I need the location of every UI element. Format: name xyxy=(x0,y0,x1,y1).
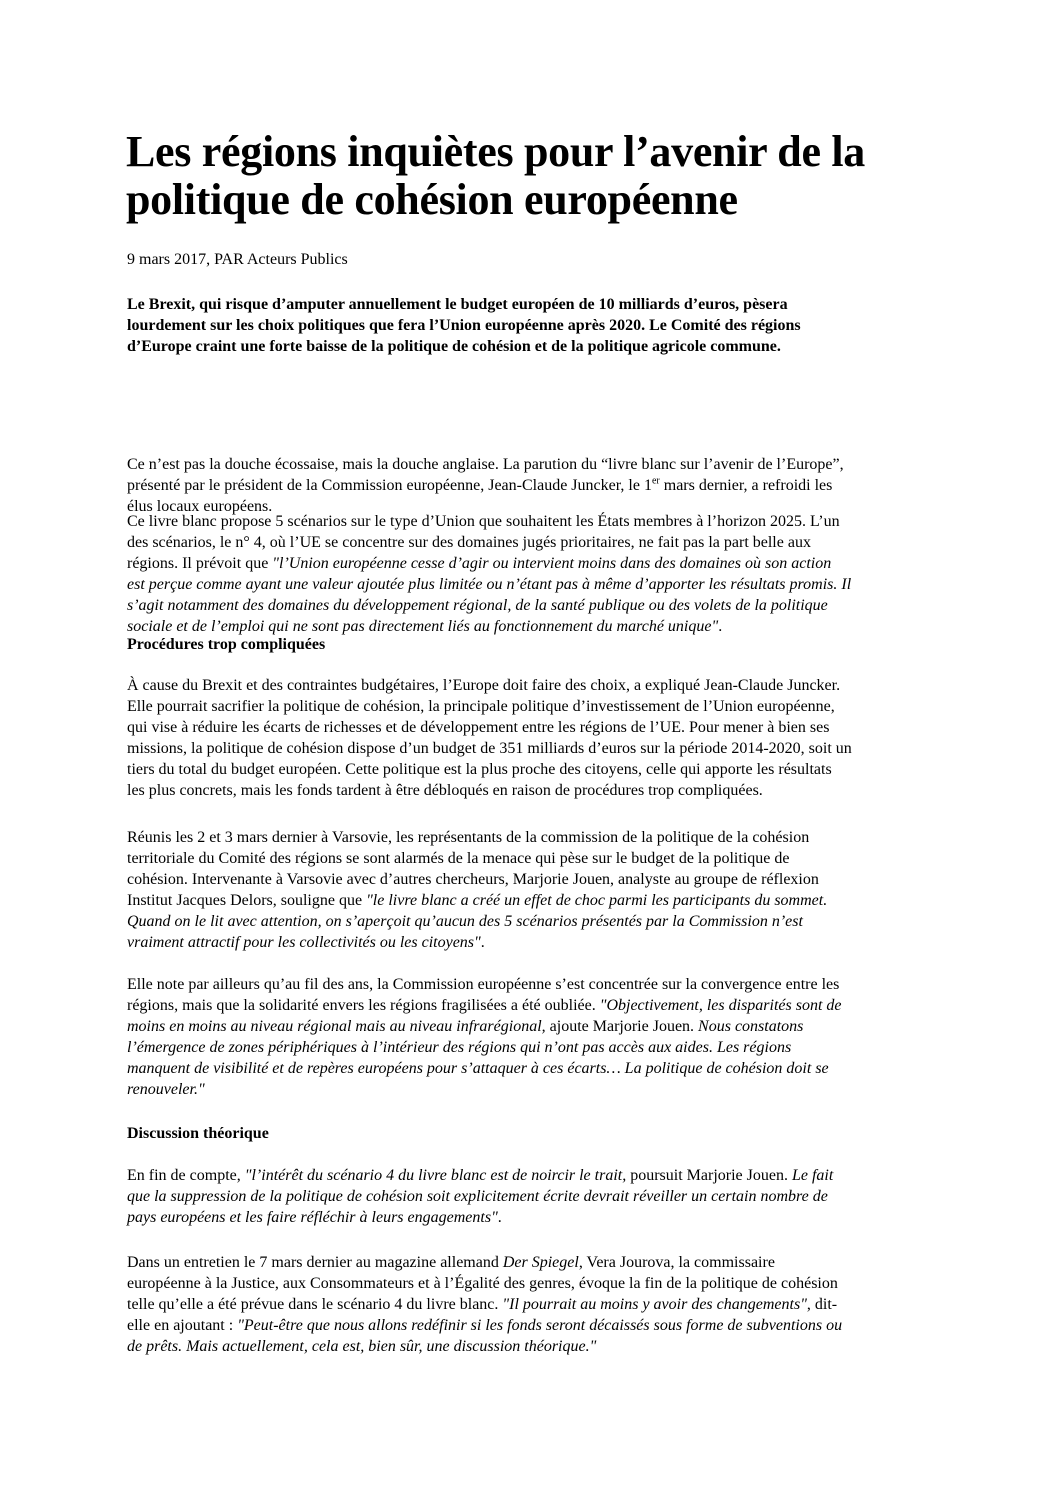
article-paragraph xyxy=(127,1165,833,1228)
text-run: er xyxy=(651,475,660,487)
text-line xyxy=(127,1336,842,1357)
text-line xyxy=(127,294,801,315)
quote-text: Der Spiegel xyxy=(502,1254,579,1271)
quote-text: renouveler." xyxy=(127,1081,205,1098)
text-line xyxy=(127,1123,269,1144)
text-line xyxy=(127,1058,842,1079)
quote-text: "l’intérêt du scénario 4 du livre blanc est de noircir le trait, xyxy=(244,1167,627,1184)
text-line xyxy=(127,717,852,738)
quote-text: "Il pourrait au moins y avoir des changements" xyxy=(502,1296,807,1313)
text-run: cohésion. Intervenante à Varsovie avec d’autres chercheurs, Marjorie Jouen, analyste au groupe de réflexion xyxy=(127,871,819,888)
text-line xyxy=(127,1037,842,1058)
text-run: elle en ajoutant : xyxy=(127,1317,238,1334)
text-run: poursuit Marjorie Jouen. xyxy=(626,1167,792,1184)
article-paragraph xyxy=(127,511,851,637)
text-line xyxy=(127,475,844,496)
text-line xyxy=(127,738,852,759)
text-run: . xyxy=(497,1209,502,1226)
text-line xyxy=(127,1165,833,1186)
quote-text: "le livre blanc a créé un effet de choc parmi les participants du sommet. xyxy=(366,892,828,909)
text-run: qui vise à réduire les écarts de richesses et de développement entre les régions de l’UE. Pour mener à bien ses xyxy=(127,719,830,736)
text-run: les plus concrets, mais les fonds tardent à être débloqués en raison de procédures trop compliquées. xyxy=(127,782,763,799)
text-line xyxy=(127,532,851,553)
text-line xyxy=(127,696,852,717)
text-run: européenne à la Justice, aux Consommateurs et à l’Égalité des genres, évoque la fin de la politique de cohésion xyxy=(127,1275,838,1292)
text-line xyxy=(127,315,801,336)
text-run: régions. Il prévoit que xyxy=(127,555,273,572)
text-line xyxy=(127,336,801,357)
text-run: . xyxy=(480,934,485,951)
text-run: . xyxy=(718,618,723,635)
text-run: élus locaux européens. xyxy=(127,498,273,515)
text-line xyxy=(127,1186,833,1207)
article-paragraph xyxy=(127,827,827,953)
text-line xyxy=(127,1252,842,1273)
text-run: Elle pourrait sacrifier la politique de cohésion, la principale politique d’investissement de l’Union européenne, xyxy=(127,698,835,715)
text-run: missions, la politique de cohésion dispose d’un budget de 351 milliards d’euros sur la période 2014-2020, soit un xyxy=(127,740,852,757)
text-run: Dans un entretien le 7 mars dernier au magazine allemand xyxy=(127,1254,503,1271)
text-line xyxy=(127,1273,842,1294)
article-paragraph xyxy=(127,1252,842,1357)
text-line xyxy=(127,869,827,890)
text-line xyxy=(127,1207,833,1228)
text-line xyxy=(127,1016,842,1037)
text-line xyxy=(127,848,827,869)
text-line xyxy=(127,759,852,780)
quote-text: "l’Union européenne cesse d’agir ou intervient moins dans des domaines où son action xyxy=(272,555,832,572)
section-heading xyxy=(127,634,325,655)
section-heading xyxy=(127,1123,269,1144)
text-run: Elle note par ailleurs qu’au fil des ans, la Commission européenne s’est concentrée sur la convergence entre les xyxy=(127,976,840,993)
quote-text: moins en moins au niveau régional mais au niveau infrarégional, xyxy=(127,1018,546,1035)
text-line xyxy=(127,890,827,911)
quote-text: manquent de visibilité et de repères européens pour s’attaquer à ces écarts… La politique de cohésion doit se xyxy=(127,1060,829,1077)
text-run: Discussion théorique xyxy=(127,1125,269,1142)
text-run: d’Europe craint une forte baisse de la politique de cohésion et de la politique agricole commune. xyxy=(127,338,781,355)
text-run: régions, mais que la solidarité envers les régions fragilisées a été oubliée. xyxy=(127,997,600,1014)
text-line xyxy=(127,780,852,801)
quote-text: sociale et de l’emploi qui ne sont pas directement liés au fonctionnement du marché unique" xyxy=(127,618,719,635)
text-run: À cause du Brexit et des contraintes budgétaires, l’Europe doit faire des choix, a expliqué Jean-Claude Juncker. xyxy=(127,677,841,694)
quote-text: Le fait xyxy=(791,1167,834,1184)
article-lead xyxy=(127,294,801,357)
text-run: Ce livre blanc propose 5 scénarios sur le type d’Union que souhaitent les États membres à l’horizon 2025. L’un xyxy=(127,513,840,530)
text-line xyxy=(127,249,348,270)
text-run: Procédures trop compliquées xyxy=(127,636,326,653)
article-paragraph xyxy=(127,454,844,517)
article-paragraph xyxy=(127,675,852,801)
text-run: , Vera Jourova, la commissaire xyxy=(578,1254,775,1271)
text-line xyxy=(127,911,827,932)
quote-text: pays européens et les faire réfléchir à leurs engagements" xyxy=(127,1209,498,1226)
text-line xyxy=(127,574,851,595)
text-run: ajoute Marjorie Jouen. xyxy=(545,1018,699,1035)
quote-text: que la suppression de la politique de cohésion soit explicitement écrite devrait réveiller un certain nombre de xyxy=(127,1188,828,1205)
text-line xyxy=(127,511,851,532)
text-run: territoriale du Comité des régions se sont alarmés de la menace qui pèse sur le budget de la politique de xyxy=(127,850,790,867)
text-run: des scénarios, le n° 4, où l’UE se concentre sur des domaines jugés prioritaires, ne fait pas la part belle aux xyxy=(127,534,811,551)
quote-text: "Peut-être que nous allons redéfinir si les fonds seront décaissés sous forme de subventions ou xyxy=(237,1317,843,1334)
text-line xyxy=(127,675,852,696)
text-run: telle qu’elle a été prévue dans le scénario 4 du livre blanc. xyxy=(127,1296,503,1313)
text-line xyxy=(127,1294,842,1315)
quote-text: "Objectivement, les disparités sont de xyxy=(599,997,842,1014)
text-run: Le Brexit, qui risque d’amputer annuellement le budget européen de 10 milliards d’euros, pèsera xyxy=(127,296,788,313)
quote-text: s’agit notamment des domaines du développement régional, de la santé publique ou des volets de la politique xyxy=(127,597,828,614)
quote-text: l’émergence de zones périphériques à l’intérieur des régions qui n’ont pas accès aux aides. Les régions xyxy=(127,1039,792,1056)
quote-text: de prêts. Mais actuellement, cela est, bien sûr, une discussion théorique." xyxy=(127,1338,597,1355)
article-title xyxy=(126,128,865,224)
quote-text: Quand on le lit avec attention, on s’aperçoit qu’aucun des 5 scénarios présentés par la Commission n’est xyxy=(127,913,803,930)
text-line xyxy=(127,932,827,953)
text-run: Réunis les 2 et 3 mars dernier à Varsovie, les représentants de la commission de la politique de la cohésion xyxy=(127,829,810,846)
text-run: présenté par le président de la Commission européenne, Jean-Claude Juncker, le 1 xyxy=(127,477,652,494)
text-line xyxy=(127,974,842,995)
text-run: mars dernier, a refroidi les xyxy=(659,477,833,494)
text-line xyxy=(127,634,325,655)
text-run: Institut Jacques Delors, souligne que xyxy=(127,892,367,909)
text-line xyxy=(127,1079,842,1100)
text-line xyxy=(127,995,842,1016)
text-run: , dit- xyxy=(806,1296,838,1313)
title-line: Les régions inquiètes pour l’avenir de la xyxy=(126,127,866,176)
text-line xyxy=(127,595,851,616)
text-line xyxy=(127,553,851,574)
text-line xyxy=(127,827,827,848)
text-line xyxy=(127,454,844,475)
article-paragraph xyxy=(127,974,842,1100)
quote-text: Nous constatons xyxy=(698,1018,804,1035)
text-run: tiers du total du budget européen. Cette politique est la plus proche des citoyens, celle qui apporte les résultats xyxy=(127,761,832,778)
text-run: En fin de compte, xyxy=(127,1167,245,1184)
text-run: lourdement sur les choix politiques que fera l’Union européenne après 2020. Le Comité des régions xyxy=(127,317,801,334)
text-run: Ce n’est pas la douche écossaise, mais la douche anglaise. La parution du “livre blanc sur l’avenir de l’Europe”, xyxy=(127,456,844,473)
text-line xyxy=(127,1315,842,1336)
quote-text: vraiment attractif pour les collectivités ou les citoyens" xyxy=(127,934,481,951)
text-run: 9 mars 2017, PAR Acteurs Publics xyxy=(127,251,348,268)
article-byline xyxy=(127,249,348,270)
title-line: politique de cohésion européenne xyxy=(126,175,738,224)
quote-text: est perçue comme ayant une valeur ajoutée plus limitée ou n’étant pas à même d’apporter les résultats promis. Il xyxy=(127,576,852,593)
